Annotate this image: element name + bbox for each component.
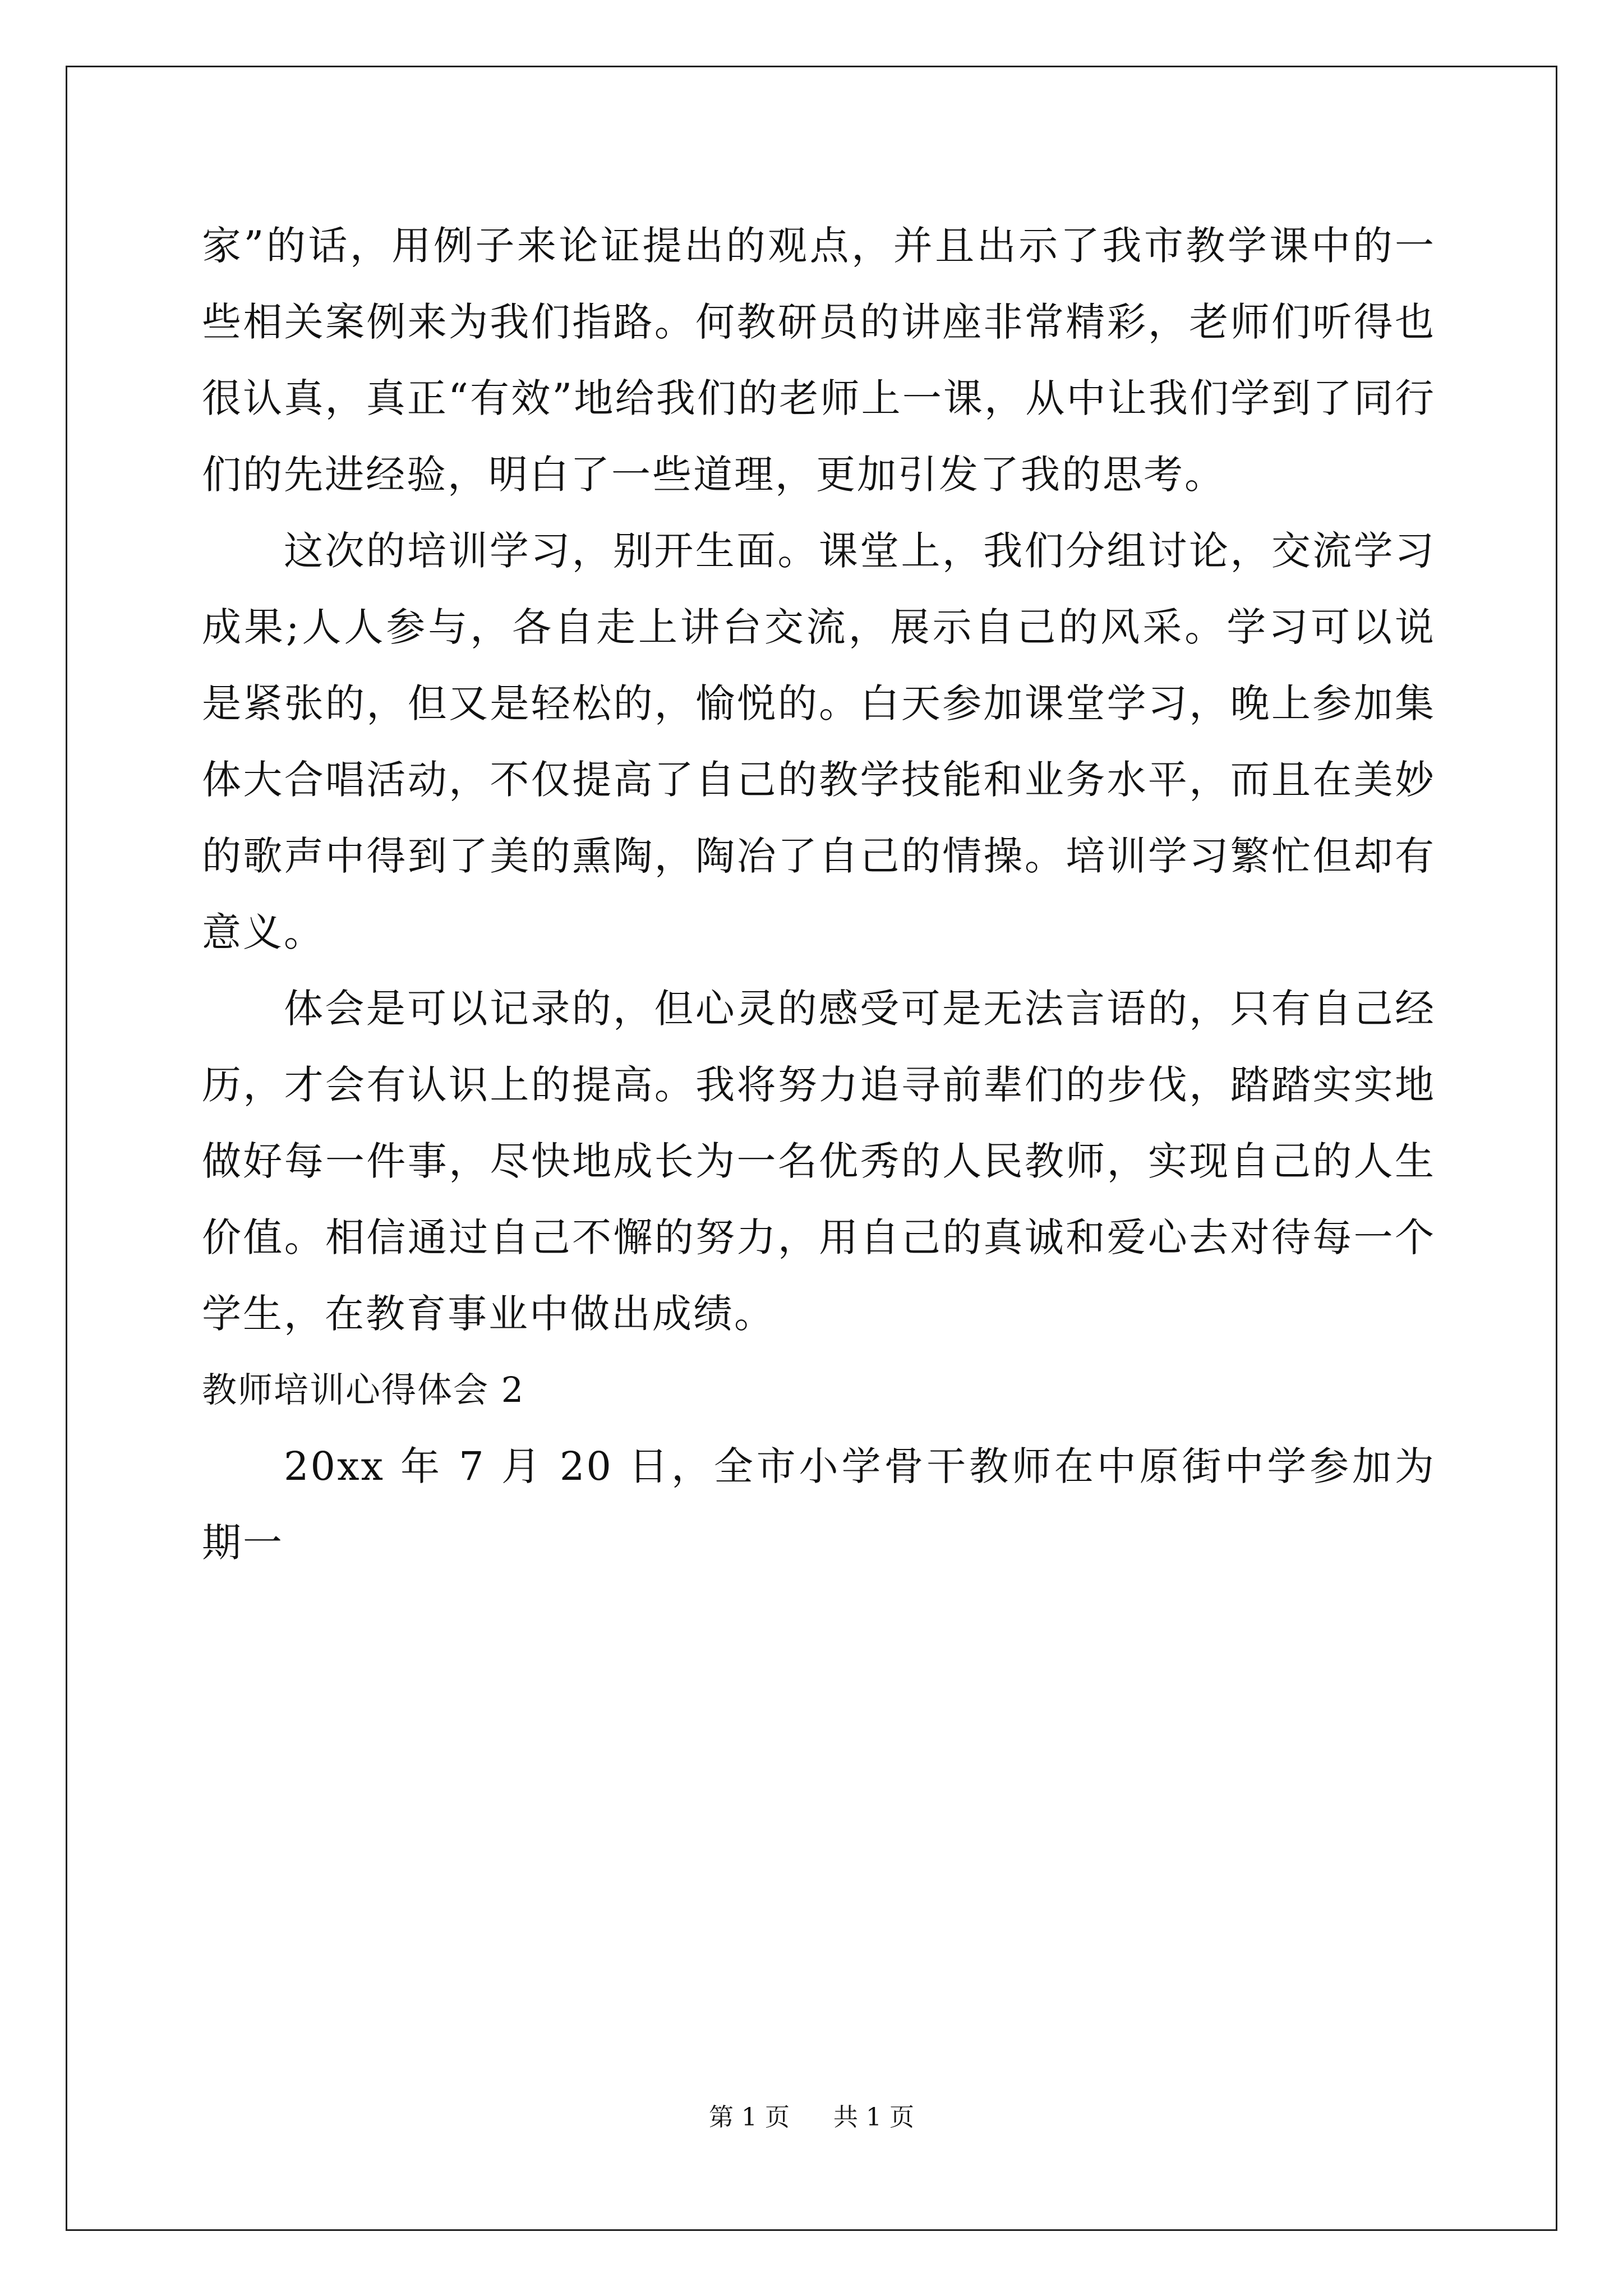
section-heading: 教师培训心得体会 2 — [202, 1369, 525, 1410]
paragraph-2: 这次的培训学习，别开生面。课堂上，我们分组讨论，交流学习成果;人人参与，各自走上讲台交流，展示自己的风采。学习可以说是紧张的，但又是轻松的，愉悦的。白天参加课堂学习，晚上参加集体大合唱活动，不仅提高了自己的教学技能和业务水平，而且在美妙的歌声中得到了美的熏陶，陶冶了自己的情操。培训学习繁忙但却有意义。 — [202, 528, 1436, 955]
page-number: 第 1 页 — [709, 2103, 790, 2132]
page-footer — [0, 2101, 1623, 2134]
paragraph-4: 20xx 年 7 月 20 日，全市小学骨干教师在中原街中学参加为期一 — [202, 1443, 1436, 1566]
paragraph-3: 体会是可以记录的，但心灵的感受可是无法言语的，只有自己经历，才会有认识上的提高。我将努力追寻前辈们的步伐，踏踏实实地做好每一件事，尽快地成长为一名优秀的人民教师，实现自己的人生价值。相信通过自己不懈的努力，用自己的真诚和爱心去对待每一个学生，在教育事业中做出成绩。 — [202, 986, 1436, 1337]
page-total: 共 1 页 — [833, 2103, 914, 2132]
document-body — [202, 208, 1436, 1581]
paragraph-1: 家”的话，用例子来论证提出的观点，并且出示了我市教学课中的一些相关案例来为我们指路。何教研员的讲座非常精彩，老师们听得也很认真，真正“有效”地给我们的老师上一课，从中让我们学到了同行们的先进经验，明白了一些道理，更加引发了我的思考。 — [202, 223, 1436, 498]
